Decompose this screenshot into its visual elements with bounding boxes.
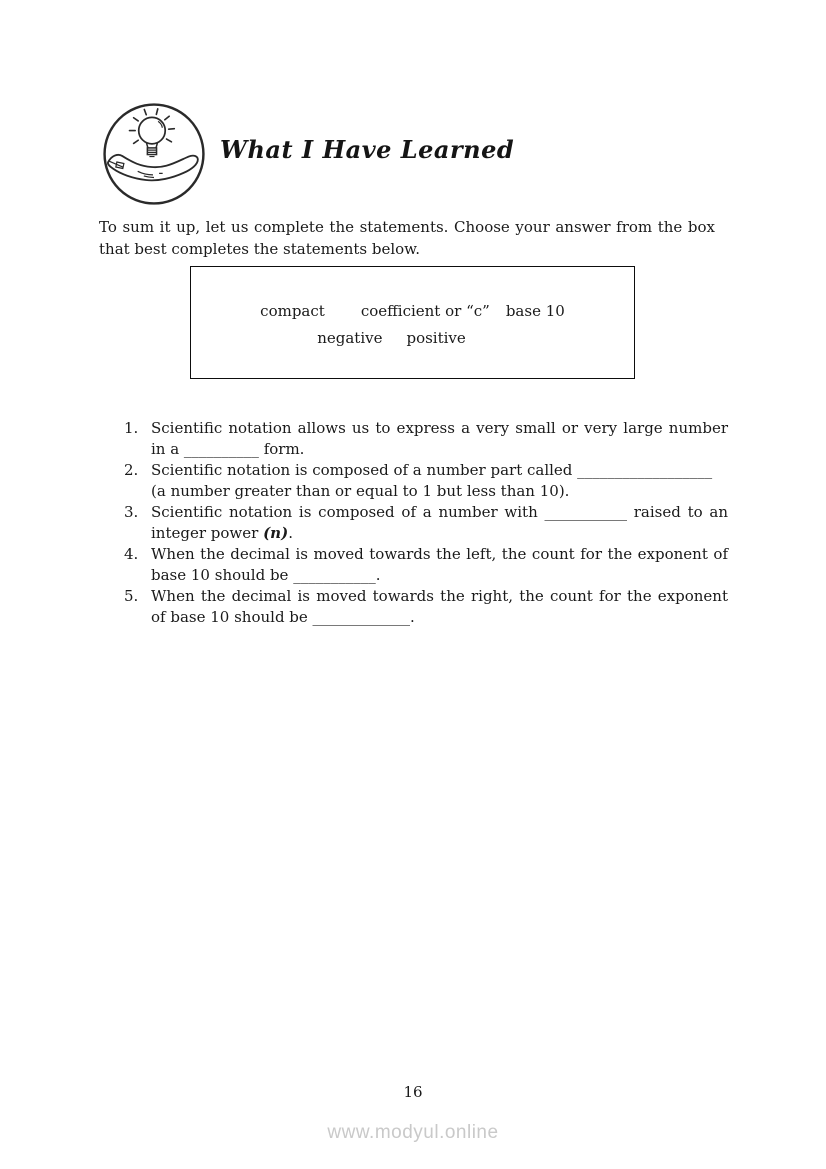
statement-list [124,418,728,628]
choice-base-10: base 10 [505,302,565,320]
statement-2-line1: Scientific notation is composed of a number part called __________________ [151,461,713,479]
watermark-text: www.modyul.online [327,1122,499,1143]
statement-1-text: Scientific notation allows us to express a very small or very large number in a __________ form. [151,419,728,458]
choice-coefficient: coefficient or “c” [360,302,490,320]
answer-choice-box [190,266,635,379]
statement-3 [124,502,728,544]
statement-3-period: . [288,524,293,542]
statement-2-text [151,460,728,502]
statement-1-number: 1. [124,419,139,437]
choice-positive: positive [406,329,466,347]
section-title: What I Have Learned [220,135,515,164]
statement-4-number: 4. [124,545,139,563]
statement-3-body: Scientific notation is composed of a number with ___________ raised to an integer power [151,503,728,542]
statement-2-line2: (a number greater than or equal to 1 but less than 10). [151,482,570,500]
choice-row-1 [260,301,565,322]
statement-2 [124,460,728,502]
statement-3-text [151,502,728,544]
statement-3-n-symbol: (n) [263,524,289,542]
statement-5 [124,586,728,628]
intro-paragraph: To sum it up, let us complete the statements. Choose your answer from the box that best completes the statements below. [99,218,715,258]
statement-2-number: 2. [124,461,139,479]
page-number: 16 [403,1083,423,1101]
lightbulb-in-hand-icon [101,100,207,206]
choice-compact: compact [260,302,325,320]
choice-row-2 [317,328,466,349]
statement-5-text: When the decimal is moved towards the right, the count for the exponent of base 10 should be _____________. [151,587,728,626]
statement-5-number: 5. [124,587,139,605]
choice-negative: negative [317,329,383,347]
statement-1 [124,418,728,460]
statement-4 [124,544,728,586]
statement-4-text: When the decimal is moved towards the left, the count for the exponent of base 10 should be ___________. [151,545,728,584]
statement-3-number: 3. [124,503,139,521]
